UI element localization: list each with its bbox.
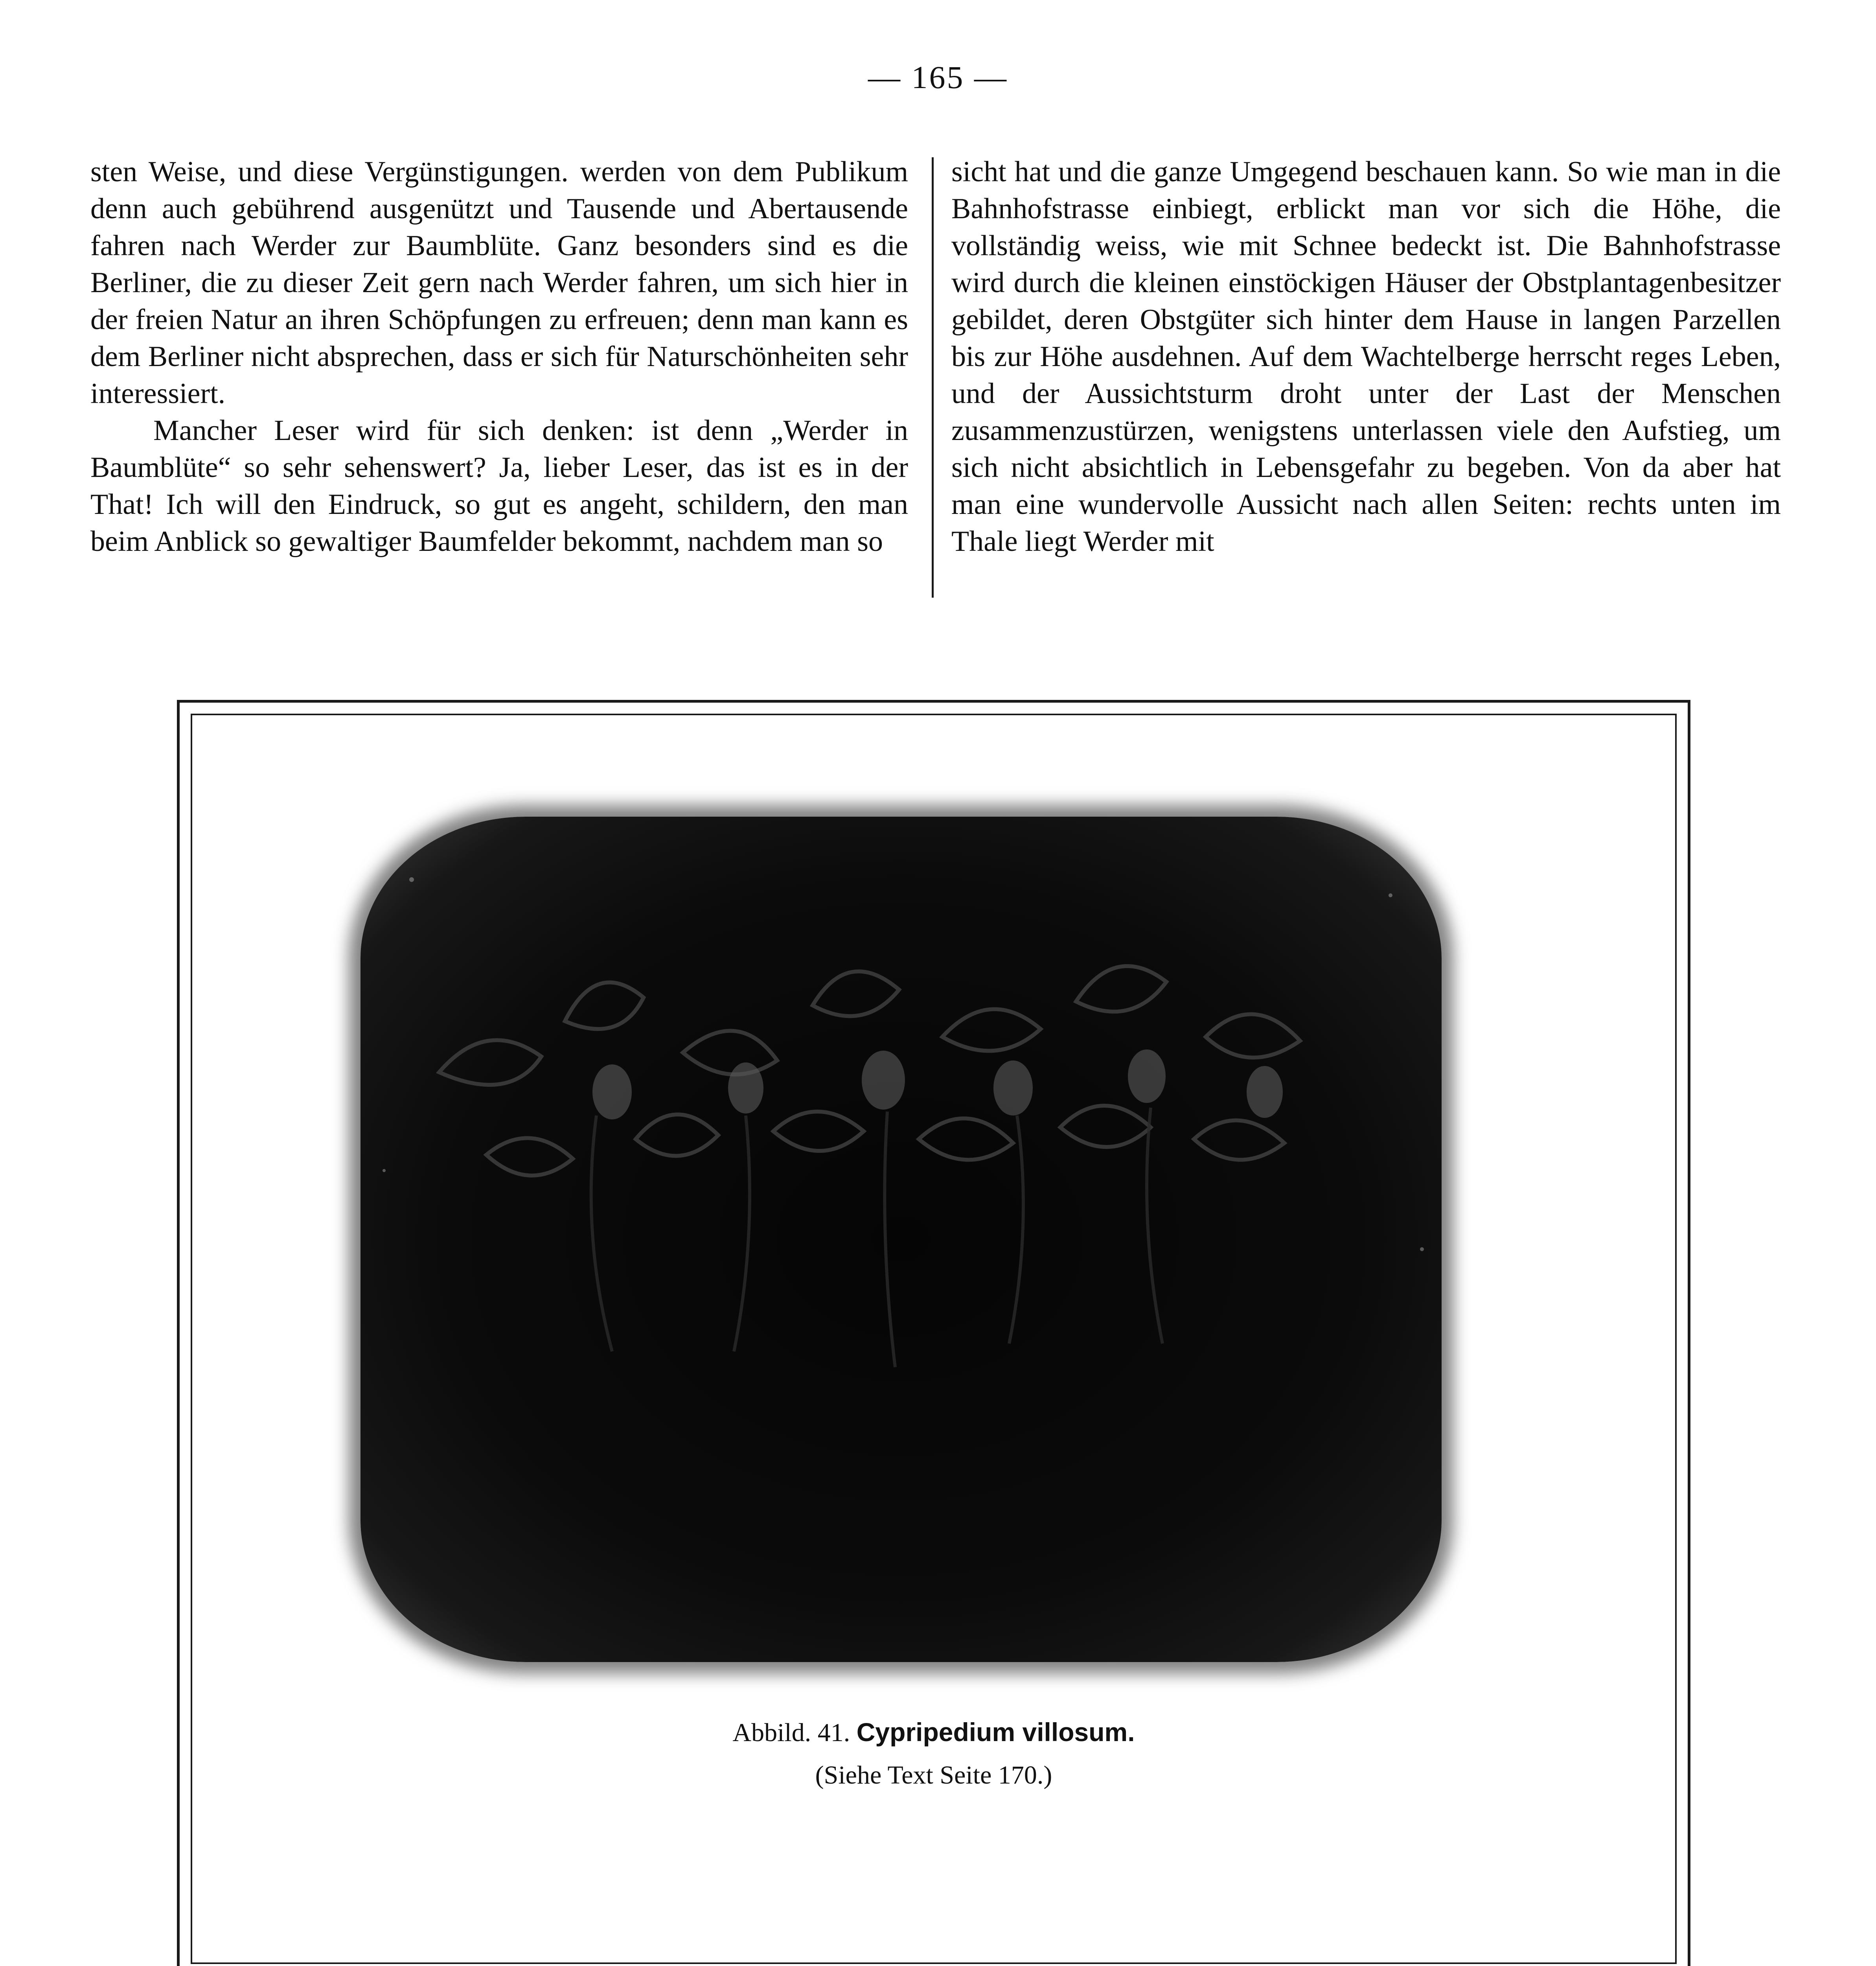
column-divider-top bbox=[932, 157, 934, 598]
caption-title: Cypripedium villosum. bbox=[856, 1717, 1135, 1747]
caption-note: (Siehe Text Seite 170.) bbox=[815, 1761, 1052, 1789]
paragraph: sicht hat und die ganze Umgegend beschauen kann. So wie man in die Bahnhofstrasse einbiegt, erblickt man vor sich die Höhe, die vollständig weiss, wie mit Schnee bedeckt ist. Die Bahnhofstrasse wird durch die kleinen einstöckigen Häuser der Obstplantagenbesitzer gebildet, deren Obstgüter sich hinter dem Hause in langen Parzellen bis zur Höhe ausdehnen. Auf dem Wachtelberge herrscht reges Leben, und der Aussichtsturm droht unter der Last der Menschen zusammenzustürzen, wenigstens unterlassen viele den Aufstieg, um sich nicht absichtlich in Lebensgefahr zu begeben. Von da aber hat man eine wundervolle Aussicht nach allen Seiten: rechts unten im Thale liegt Werder mit bbox=[951, 156, 1781, 558]
text-column-top-left bbox=[90, 153, 908, 606]
caption-prefix: Abbild. 41. bbox=[732, 1718, 850, 1747]
paragraph: sten Weise, und diese Vergünstigungen. werden von dem Publikum denn auch gebührend ausgenützt und Tausende und Abertausende fahren nach Werder zur Baumblüte. Ganz besonders sind es die Berliner, die zu dieser Zeit gern nach Werder fahren, um sich hier in der freien Natur an ihren Schöpfungen zu erfreuen; denn man kann es dem Berliner nicht absprechen, dass er sich für Naturschönheiten sehr interessiert. bbox=[90, 156, 908, 410]
figure-frame bbox=[177, 700, 1690, 1966]
paragraph: Mancher Leser wird für sich denken: ist denn „Werder in Baumblüte“ so sehr sehenswert? Ja, lieber Leser, das ist es in der That! Ich will den Eindruck, so gut es angeht, schildern, den man beim Anblick so gewaltiger Baumfelder bekommt, nachdem man so bbox=[90, 414, 908, 558]
orchid-illustration bbox=[360, 817, 1442, 1662]
text-column-top-right bbox=[951, 153, 1781, 606]
figure-caption bbox=[180, 1717, 1688, 1748]
page-number: — 165 — bbox=[868, 59, 1008, 95]
orchid-photograph bbox=[360, 817, 1442, 1662]
